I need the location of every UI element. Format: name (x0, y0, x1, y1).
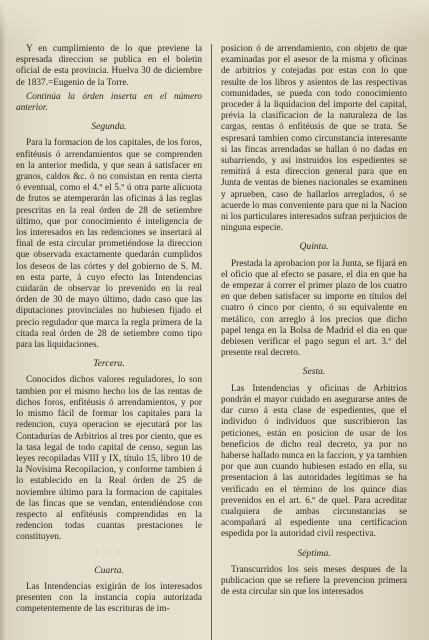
section-heading-quinta: Quinta. (299, 241, 329, 253)
top-fade (0, 0, 429, 40)
right-column (221, 44, 407, 601)
quinta-paragraph: Prestada la aprobacion por la Junta, se fijará en el oficio que al efecto se pasare, el dia en que ha de empezar á correr el primer plazo de los cuatro en que deben satisfacer su importe en títulos del cuatro ó cinco por ciento, ó su equivalente en metálico, con arreglo á los precios que dicho papel tenga en la Bolsa de Madrid el dia en que debiesen verificar el pago segun el art. 3.º del presente real decreto. (221, 258, 407, 359)
section-heading-cuarta: Cuarta. (94, 564, 124, 576)
continued-paragraph: posicion ó de arrendamiento, con objeto de que examinadas por el asesor de la misma y oficinas de arbitrios y cotejadas por estas con lo que resulte de los libros y asientos de las respectivas comunidades, se pueda con todo conocimiento proceder á la liquidacion del importe del capital, prévia la clasificacion de la naturaleza de las cargas, rentas ó enfitéusis de que se trata. Se espresará tambien como circunstancia interesante si las fincas arrendadas se hallan ó no dadas en subarriendo, y así instruidos los espedientes se remitirá á esta direccion general para que en Junta de ventas de bienes nacionales se examinen y aprueben, caso de hallarlos arreglados, ó se acuerde lo mas conveniente para que ni la Nacion ni los particulares interesados sufran perjuicios de ninguna especie. (221, 44, 407, 234)
section-heading-sesta: Sesta. (302, 366, 326, 378)
septima-paragraph: Transcurridos los seis meses despues de la publicacion que se refiere la prevencion primera de esta circular sin que los interesados (221, 564, 407, 598)
separator-ornament: · · · (95, 547, 123, 557)
section-heading-septima: Séptima. (297, 547, 331, 559)
continuation-note: Continúa la órden inserta en el número anterior. (16, 91, 202, 114)
cuarta-paragraph: Las Intendencias exigirán de los interesados presenten con la instancia copia autorizada competentemente de las escrituras de im- (16, 581, 202, 615)
intro-paragraph: Y en cumplimiento de lo que previene la espresada direccion se publica en el boletin oficial de esta provincia. Huelva 30 de diciembre de 1837.=Eugenio de la Torre. (16, 44, 202, 88)
segunda-paragraph: Para la formacion de los capitales, de los foros, enfitéusis ó arrendamientos que se comprenden en la anterior medida, y que sean á satisfacer en granos, caldos &c. ó no consistan en renta cierta ó eventual, como el 4.º el 5.º ú otra parte alícuota de frutos se atemperarán las oficinas á las reglas prescritas en la real órden de 28 de setiembre último, que por conocimiento é inteligencia de los interesados en las redenciones se insertará al final de esta circular prometiéndose la direccion que observada exactamente quedarán cumplidos los deseos de las córtes y del gobierno de S. M. en esta parte, á cuyo efecto las Intendencias cuidarán de observar lo prevenido en la real órden de 30 de mayo último, dado caso que las diputaciones provinciales no hubiesen fijado el precio regulador que marca la regla primera de la citada real órden de 28 de setiembre como tipo para las liquidaciones. (16, 138, 202, 351)
section-heading-tercera: Tercera. (93, 358, 125, 370)
page-spine-shadow (0, 0, 6, 640)
section-heading-segunda: Segunda. (91, 121, 127, 133)
column-divider (211, 44, 212, 640)
sesta-paragraph: Las Intendencias y oficinas de Arbitrios pondrán el mayor cuidado en asegurarse antes de dar curso á esta clase de espedientes, que el individuo ó individuos que suscribieron las peticiones, están en posicion de usar de los beneficios de dicho real decreto, ya por no haberse hallado nunca en la faccion, y ya tambien por que aun cuando hubiesen estado en ella, su presentacion á las autoridades legítimas se ha verificado en el término de los quince dias prevenidos en el art. 6.º de quel. Para acreditar cualquiera de ambas circunstancias se acompañará al espediente una certificacion espedida por la autoridad civil respectiva. (221, 383, 407, 540)
left-column (16, 44, 202, 619)
tercera-paragraph: Conocidos dichos valores reguladores, lo son tambien por el mismo hecho los de las rentas de dichos foros, enfitéusis ó arrendamientos, y por lo mismo fácil de formar los capitales para la redencion, cuya operacion se ejecutará por las Contadurías de Arbitrios al tres por ciento, que es la tasa legal de todo capital de censo, segun las leyes recopiladas VIII y IX, título 15, libro 10 de la Novísima Recopilacion, y conforme tambien á lo establecido en la Real órden de 25 de noviembre último para la formacion de capitales de las fincas que se vendan, entendiéndose con respecto al enfitéusis comprendidas en la redencion todas cuantas prestaciones le constituyen. (16, 375, 202, 543)
